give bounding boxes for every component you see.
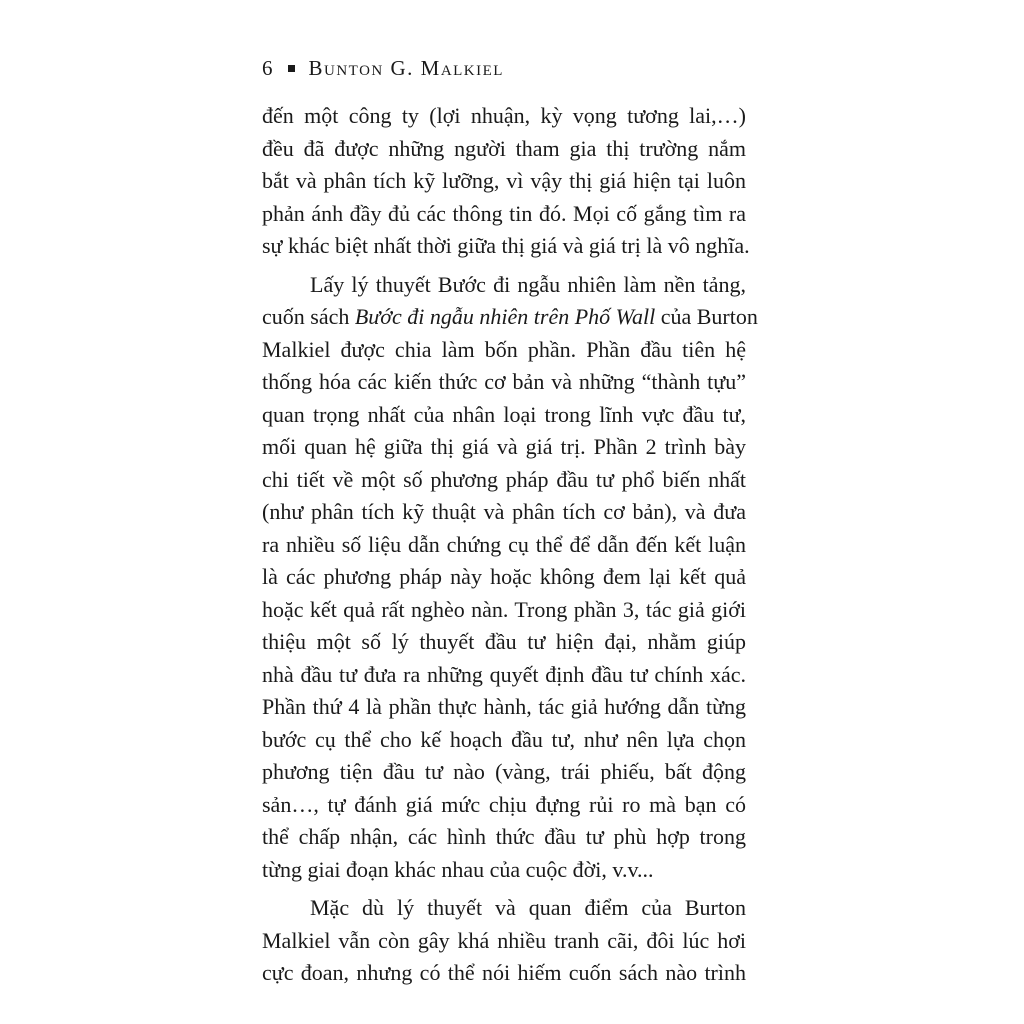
text-line: là các phương pháp này hoặc không đem lại kết quả	[262, 564, 746, 589]
text-line: sự khác biệt nhất thời giữa thị giá và giá trị là vô nghĩa.	[262, 233, 750, 258]
page-number: 6	[262, 56, 274, 80]
text-span: của Burton	[655, 304, 758, 329]
text-line: đến một công ty (lợi nhuận, kỳ vọng tương lai,…)	[262, 103, 746, 128]
body-text	[262, 100, 758, 990]
text-line: Phần thứ 4 là phần thực hành, tác giả hướng dẫn từng	[262, 694, 746, 719]
text-line: (như phân tích kỹ thuật và phân tích cơ bản), và đưa	[262, 499, 746, 524]
book-title: Bước đi ngẫu nhiên trên Phố Wall	[354, 304, 656, 329]
running-head-author: Bunton G. Malkiel	[308, 56, 504, 80]
text-line: mối quan hệ giữa thị giá và giá trị. Phần 2 trình bày	[262, 434, 746, 459]
paragraph-1	[262, 100, 750, 263]
text-line: Mặc dù lý thuyết và quan điểm của Burton	[310, 895, 746, 920]
text-line: quan trọng nhất của nhân loại trong lĩnh vực đầu tư,	[262, 401, 746, 427]
text-line: thiệu một số lý thuyết đầu tư hiện đại, nhằm giúp	[262, 629, 746, 654]
paragraph-3	[262, 892, 746, 990]
separator-square-icon	[288, 65, 295, 72]
text-line	[262, 301, 758, 334]
text-line: thể chấp nhận, các hình thức đầu tư phù hợp trong	[262, 824, 746, 849]
text-line: ra nhiều số liệu dẫn chứng cụ thể để dẫn đến kết luận	[262, 531, 746, 557]
text-line: đều đã được những người tham gia thị trường nắm	[262, 135, 746, 161]
text-line: sản…, tự đánh giá mức chịu đựng rủi ro mà bạn có	[262, 791, 746, 817]
text-line: Lấy lý thuyết Bước đi ngẫu nhiên làm nền tảng,	[310, 271, 746, 297]
text-span: cuốn sách	[262, 304, 355, 329]
text-line: Malkiel được chia làm bốn phần. Phần đầu tiên hệ	[262, 336, 746, 362]
text-line: bắt và phân tích kỹ lưỡng, vì vậy thị giá hiện tại luôn	[262, 168, 746, 193]
text-line: cực đoan, nhưng có thể nói hiếm cuốn sách nào trình	[262, 960, 746, 985]
text-line: thống hóa các kiến thức cơ bản và những “thành tựu”	[262, 369, 746, 394]
text-line: bước cụ thể cho kế hoạch đầu tư, như nên lựa chọn	[262, 726, 746, 752]
text-line: Malkiel vẫn còn gây khá nhiều tranh cãi, đôi lúc hơi	[262, 927, 746, 953]
text-line: nhà đầu tư đưa ra những quyết định đầu tư chính xác.	[262, 661, 746, 687]
text-line: từng giai đoạn khác nhau của cuộc đời, v.v...	[262, 856, 654, 882]
text-line: phản ánh đầy đủ các thông tin đó. Mọi cố gắng tìm ra	[262, 200, 746, 226]
text-line: hoặc kết quả rất nghèo nàn. Trong phần 3, tác giả giới	[262, 596, 746, 622]
text-line: chi tiết về một số phương pháp đầu tư phổ biến nhất	[262, 466, 746, 492]
text-line: phương tiện đầu tư nào (vàng, trái phiếu, bất động	[262, 759, 746, 784]
paragraph-2	[262, 269, 758, 887]
running-head	[262, 56, 504, 81]
